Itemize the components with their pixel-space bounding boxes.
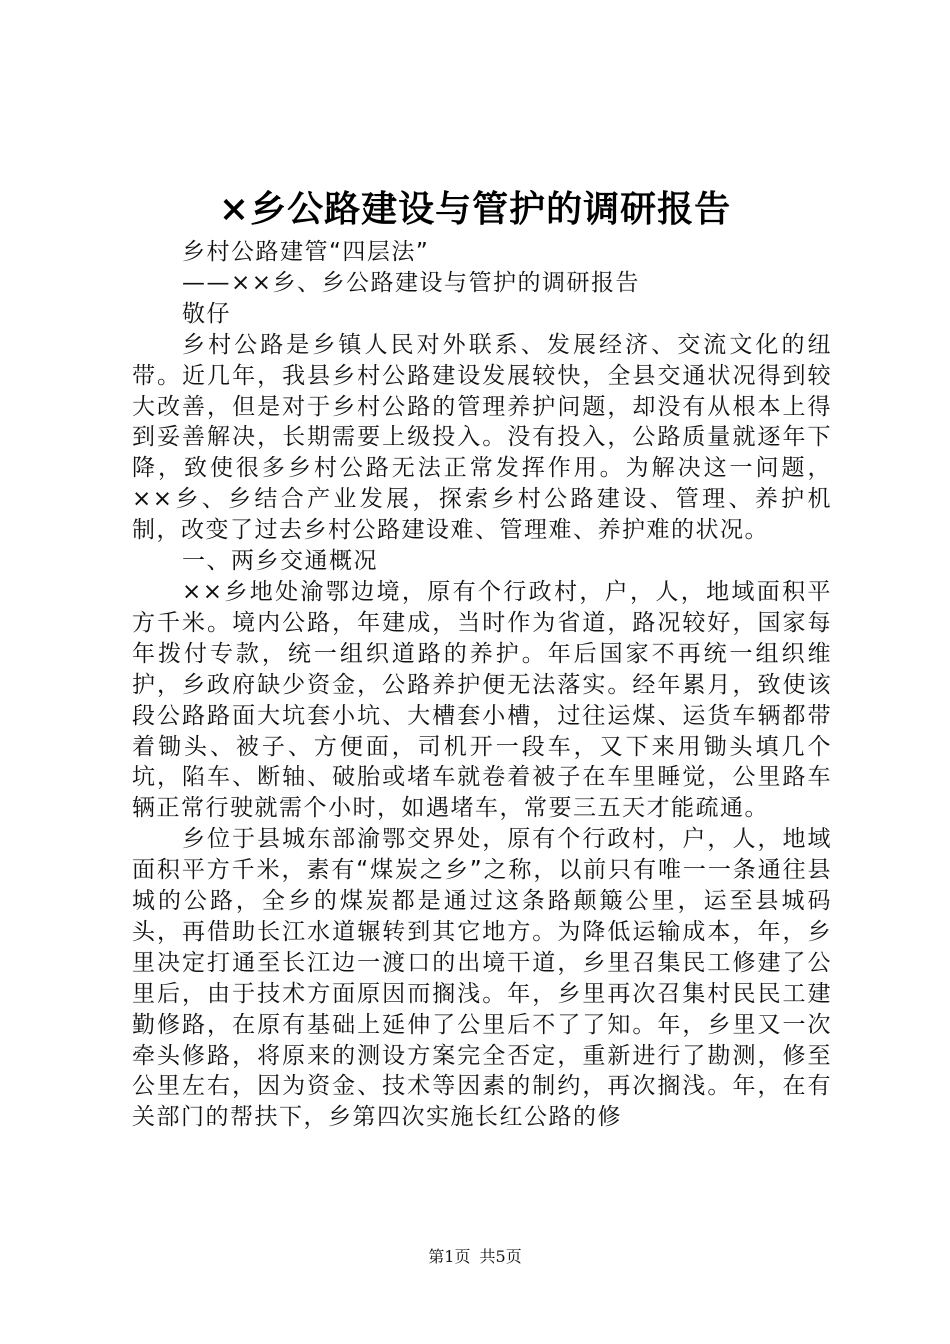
body-paragraph: 乡位于县城东部渝鄂交界处，原有个行政村，户，人，地域面积平方千米，素有“煤炭之乡”之称，以前只有唯一一条通往县城的公路，全乡的煤炭都是通过这条路颠簸公里，运至县城码头，再借助长江水道辗转到其它地方。为降低运输成本，年，乡里决定打通至长江边一渡口的出境干道，乡里召集民工修建了公里后，由于技术方面原因而搁浅。年，乡里再次召集村民民工建勤修路，在原有基础上延伸了公里后不了了知。年，乡里又一次牵头修路，将原来的测设方案完全否定，重新进行了勘测，修至公里左右，因为资金、技术等因素的制约，再次搁浅。年，在有关部门的帮扶下，乡第四次实施长红公路的修 — [132, 826, 832, 1131]
document-title: ×乡公路建设与管护的调研报告 — [218, 188, 732, 230]
section-heading: 一、两乡交通概况 — [182, 548, 378, 575]
page-footer — [0, 1244, 950, 1267]
page-total: 共5页 — [479, 1247, 522, 1266]
page-number: 第1页 — [428, 1247, 471, 1266]
body-paragraph: ××乡地处渝鄂边境，原有个行政村，户，人，地域面积平方千米。境内公路，年建成，当时作为省道，路况较好，国家每年拨付专款，统一组织道路的养护。年后国家不再统一组织维护，乡政府缺少资金，公路养护便无法落实。经年累月，致使该段公路路面大坑套小坑、大槽套小槽，过往运煤、运货车辆都带着锄头、被子、方便面，司机开一段车，又下来用锄头填几个坑，陷车、断轴、破胎或堵车就卷着被子在车里睡觉，公里路车辆正常行驶就需个小时，如遇堵车，常要三五天才能疏通。 — [132, 578, 832, 822]
subtitle-subline: ——××乡、乡公路建设与管护的调研报告 — [182, 269, 641, 296]
document-body — [132, 237, 832, 1133]
author-line: 敬仔 — [182, 300, 231, 327]
intro-paragraph: 乡村公路是乡镇人民对外联系、发展经济、交流文化的纽带。近几年，我县乡村公路建设发展较快，全县交通状况得到较大改善，但是对于乡村公路的管理养护问题，却没有从根本上得到妥善解决，长期需要上级投入。没有投入，公路质量就逐年下降，致使很多乡村公路无法正常发挥作用。为解决这一问题，××乡、乡结合产业发展，探索乡村公路建设、管理、养护机制，改变了过去乡村公路建设难、管理难、养护难的状况。 — [132, 331, 832, 544]
subtitle-line: 乡村公路建管“四层法” — [182, 239, 430, 265]
